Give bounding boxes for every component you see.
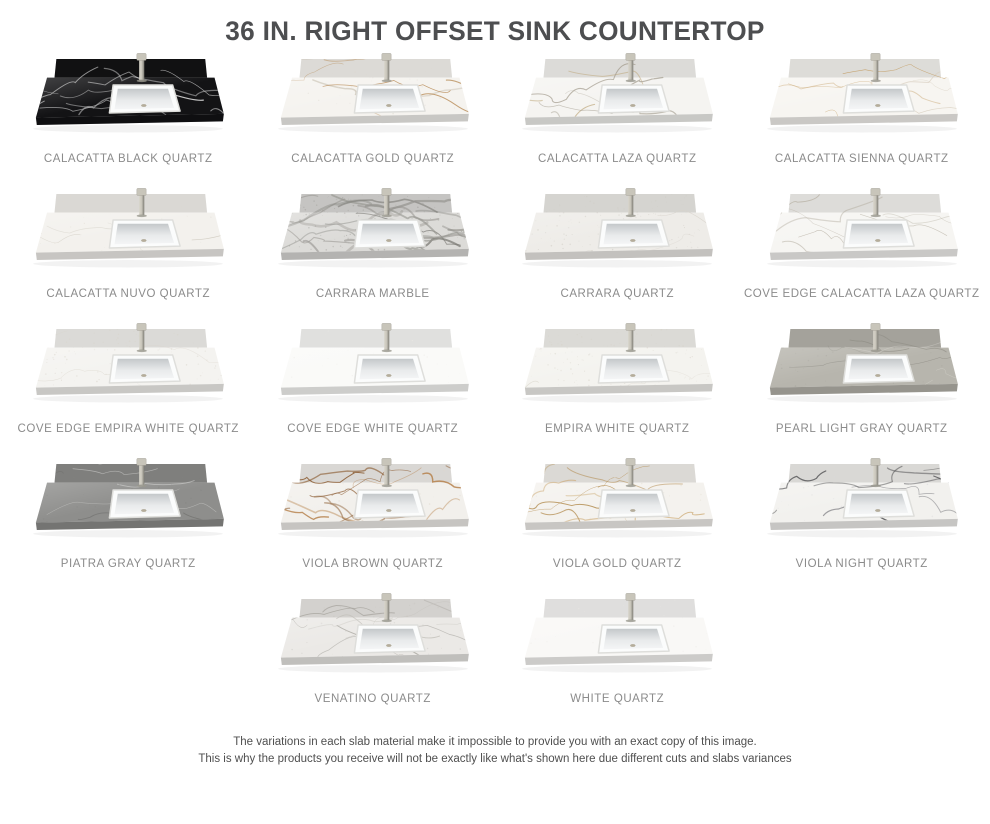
product-tile[interactable] [6,51,251,186]
product-label: WHITE QUARTZ [570,693,665,705]
sink-basin [110,85,181,113]
countertop-image [755,51,969,147]
sink-basin [354,85,425,113]
sink-basin [599,85,670,113]
sink-basin [843,355,914,383]
product-label: VENATINO QUARTZ [314,693,431,705]
sink-basin [354,625,425,653]
product-label: CARRARA QUARTZ [560,288,675,300]
product-tile[interactable] [495,591,740,726]
countertop-image [21,456,235,552]
sink-basin [599,220,670,248]
product-label: CALACATTA LAZA QUARTZ [537,153,697,165]
product-tile[interactable] [251,186,496,321]
countertop-image [510,186,724,282]
sink-basin [599,490,670,518]
product-tile[interactable] [740,321,985,456]
countertop-image [510,456,724,552]
product-label: EMPIRA WHITE QUARTZ [545,423,690,435]
product-tile[interactable] [251,51,496,186]
product-tile[interactable] [6,321,251,456]
sink-basin [843,85,914,113]
countertop-image [266,321,480,417]
product-tile[interactable] [251,321,496,456]
product-tile[interactable] [740,186,985,321]
product-label: CALACATTA SIENNA QUARTZ [774,153,949,165]
sink-basin [599,355,670,383]
sink-basin [110,490,181,518]
disclaimer-line-2: This is why the products you receive will not be exactly like what's shown here due different cuts and slabs variances [198,752,792,765]
countertop-image [21,186,235,282]
product-label: CALACATTA GOLD QUARTZ [291,153,455,165]
sink-basin [110,355,181,383]
product-label: PIATRA GRAY QUARTZ [60,558,196,570]
countertop-image [510,591,724,687]
product-tile[interactable] [495,321,740,456]
sink-basin [843,490,914,518]
product-tile[interactable] [495,51,740,186]
sink-basin [843,220,914,248]
countertop-image [755,321,969,417]
sink-basin [354,220,425,248]
countertop-image [266,591,480,687]
product-tile[interactable] [740,456,985,591]
product-label: CALACATTA BLACK QUARTZ [43,153,213,165]
countertop-image [21,321,235,417]
product-label: VIOLA GOLD QUARTZ [552,558,682,570]
sink-basin [354,355,425,383]
sink-basin [110,220,181,248]
product-tile[interactable] [495,456,740,591]
product-label: COVE EDGE EMPIRA WHITE QUARTZ [17,423,239,435]
product-label: PEARL LIGHT GRAY QUARTZ [775,423,948,435]
product-label: COVE EDGE CALACATTA LAZA QUARTZ [743,288,980,300]
countertop-image [510,51,724,147]
sink-basin [354,490,425,518]
product-tile[interactable] [6,186,251,321]
countertop-image [21,51,235,147]
countertop-image [755,456,969,552]
product-label: CALACATTA NUVO QUARTZ [46,288,211,300]
product-tile[interactable] [251,456,496,591]
product-label: COVE EDGE WHITE QUARTZ [287,423,459,435]
disclaimer [0,734,990,767]
sink-basin [599,625,670,653]
countertop-image [510,321,724,417]
page-title: 36 IN. RIGHT OFFSET SINK COUNTERTOP [225,16,765,46]
product-tile[interactable] [251,591,496,726]
product-tile[interactable] [740,51,985,186]
product-tile[interactable] [495,186,740,321]
countertop-image [755,186,969,282]
product-tile[interactable] [6,456,251,591]
countertop-image [266,456,480,552]
product-label: CARRARA MARBLE [315,288,430,300]
product-grid [0,51,990,726]
product-label: VIOLA NIGHT QUARTZ [795,558,928,570]
countertop-image [266,51,480,147]
countertop-image [266,186,480,282]
product-label: VIOLA BROWN QUARTZ [302,558,444,570]
disclaimer-line-1: The variations in each slab material make it impossible to provide you with an exact copy of this image. [233,736,757,748]
